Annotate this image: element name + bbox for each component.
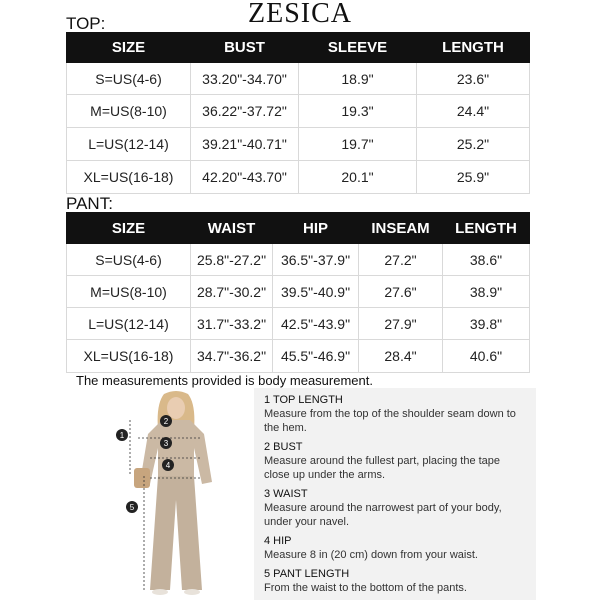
top-header-sleeve: SLEEVE xyxy=(299,33,417,63)
length-cell: 25.9" xyxy=(417,161,530,194)
table-row xyxy=(67,63,530,95)
inseam-cell: 28.4" xyxy=(359,340,443,373)
sleeve-cell: 19.7" xyxy=(299,128,417,161)
top-header-size: SIZE xyxy=(67,33,191,63)
top-section-label: TOP: xyxy=(66,14,106,33)
bag-shape xyxy=(134,468,150,488)
size-cell: L=US(12-14) xyxy=(67,128,191,161)
size-cell: XL=US(16-18) xyxy=(67,340,191,373)
bust-cell: 39.21"-40.71" xyxy=(191,128,299,161)
size-cell: XL=US(16-18) xyxy=(67,161,191,194)
marker-3-label: 3 xyxy=(163,439,169,448)
size-cell: S=US(4-6) xyxy=(67,63,191,95)
brand-logo: ZESICA xyxy=(248,0,352,29)
pant-header-inseam: INSEAM xyxy=(359,213,443,244)
shoe-shape xyxy=(184,589,200,595)
table-row xyxy=(67,95,530,128)
pant-header-hip: HIP xyxy=(273,213,359,244)
instruction-title: 2 BUST xyxy=(264,441,303,453)
length-cell: 40.6" xyxy=(443,340,530,373)
instruction-title: 4 HIP xyxy=(264,535,292,547)
shoe-shape xyxy=(152,589,168,595)
bust-cell: 36.22"-37.72" xyxy=(191,95,299,128)
marker-4-label: 4 xyxy=(165,461,171,470)
instruction-desc: Measure around the narrowest part of your body, under your navel. xyxy=(264,502,502,528)
marker-1-label: 1 xyxy=(119,431,125,440)
instruction-item xyxy=(264,568,526,595)
top-size-table xyxy=(66,32,530,194)
instruction-item xyxy=(264,441,526,482)
instruction-item xyxy=(264,535,526,562)
hip-cell: 42.5"-43.9" xyxy=(273,308,359,340)
sleeve-cell: 18.9" xyxy=(299,63,417,95)
instruction-desc: Measure from the top of the shoulder seam down to the hem. xyxy=(264,408,516,434)
instruction-title: 1 TOP LENGTH xyxy=(264,394,343,406)
size-cell: M=US(8-10) xyxy=(67,95,191,128)
instruction-title: 5 PANT LENGTH xyxy=(264,568,350,580)
table-row xyxy=(67,161,530,194)
top-header-bust: BUST xyxy=(191,33,299,63)
length-cell: 39.8" xyxy=(443,308,530,340)
table-row xyxy=(67,128,530,161)
instruction-title: 3 WAIST xyxy=(264,488,308,500)
bust-cell: 33.20"-34.70" xyxy=(191,63,299,95)
waist-cell: 28.7"-30.2" xyxy=(191,276,273,308)
sleeve-cell: 19.3" xyxy=(299,95,417,128)
model-illustration xyxy=(108,390,244,600)
hip-cell: 36.5"-37.9" xyxy=(273,244,359,276)
waist-cell: 25.8"-27.2" xyxy=(191,244,273,276)
waist-cell: 31.7"-33.2" xyxy=(191,308,273,340)
pant-header-size: SIZE xyxy=(67,213,191,244)
measurement-note: The measurements provided is body measurement. xyxy=(76,373,373,388)
length-cell: 23.6" xyxy=(417,63,530,95)
pant-header-waist: WAIST xyxy=(191,213,273,244)
pant-header-row xyxy=(67,213,530,244)
waist-cell: 34.7"-36.2" xyxy=(191,340,273,373)
instruction-desc: Measure around the fullest part, placing the tape close up under the arms. xyxy=(264,455,501,481)
inseam-cell: 27.6" xyxy=(359,276,443,308)
size-cell: M=US(8-10) xyxy=(67,276,191,308)
size-cell: L=US(12-14) xyxy=(67,308,191,340)
instruction-item xyxy=(264,488,526,529)
length-cell: 24.4" xyxy=(417,95,530,128)
model-figure xyxy=(108,390,244,600)
top-header-row xyxy=(67,33,530,63)
length-cell: 25.2" xyxy=(417,128,530,161)
marker-2-label: 2 xyxy=(163,417,169,426)
instruction-desc: From the waist to the bottom of the pants. xyxy=(264,582,467,594)
inseam-cell: 27.2" xyxy=(359,244,443,276)
measurement-instructions xyxy=(254,388,536,600)
hip-cell: 45.5"-46.9" xyxy=(273,340,359,373)
length-cell: 38.6" xyxy=(443,244,530,276)
hip-cell: 39.5"-40.9" xyxy=(273,276,359,308)
table-row xyxy=(67,244,530,276)
pants-shape xyxy=(150,476,202,590)
pant-header-length: LENGTH xyxy=(443,213,530,244)
sleeve-cell: 20.1" xyxy=(299,161,417,194)
face-shape xyxy=(167,397,185,419)
marker-5-label: 5 xyxy=(129,503,135,512)
instruction-desc: Measure 8 in (20 cm) down from your waist. xyxy=(264,549,478,561)
inseam-cell: 27.9" xyxy=(359,308,443,340)
length-cell: 38.9" xyxy=(443,276,530,308)
pant-section-label: PANT: xyxy=(66,194,113,213)
sweater-shape xyxy=(140,420,212,484)
top-header-length: LENGTH xyxy=(417,33,530,63)
pant-size-table xyxy=(66,212,530,373)
table-row xyxy=(67,340,530,373)
size-cell: S=US(4-6) xyxy=(67,244,191,276)
table-row xyxy=(67,308,530,340)
table-row xyxy=(67,276,530,308)
instruction-item xyxy=(264,394,526,435)
bust-cell: 42.20"-43.70" xyxy=(191,161,299,194)
